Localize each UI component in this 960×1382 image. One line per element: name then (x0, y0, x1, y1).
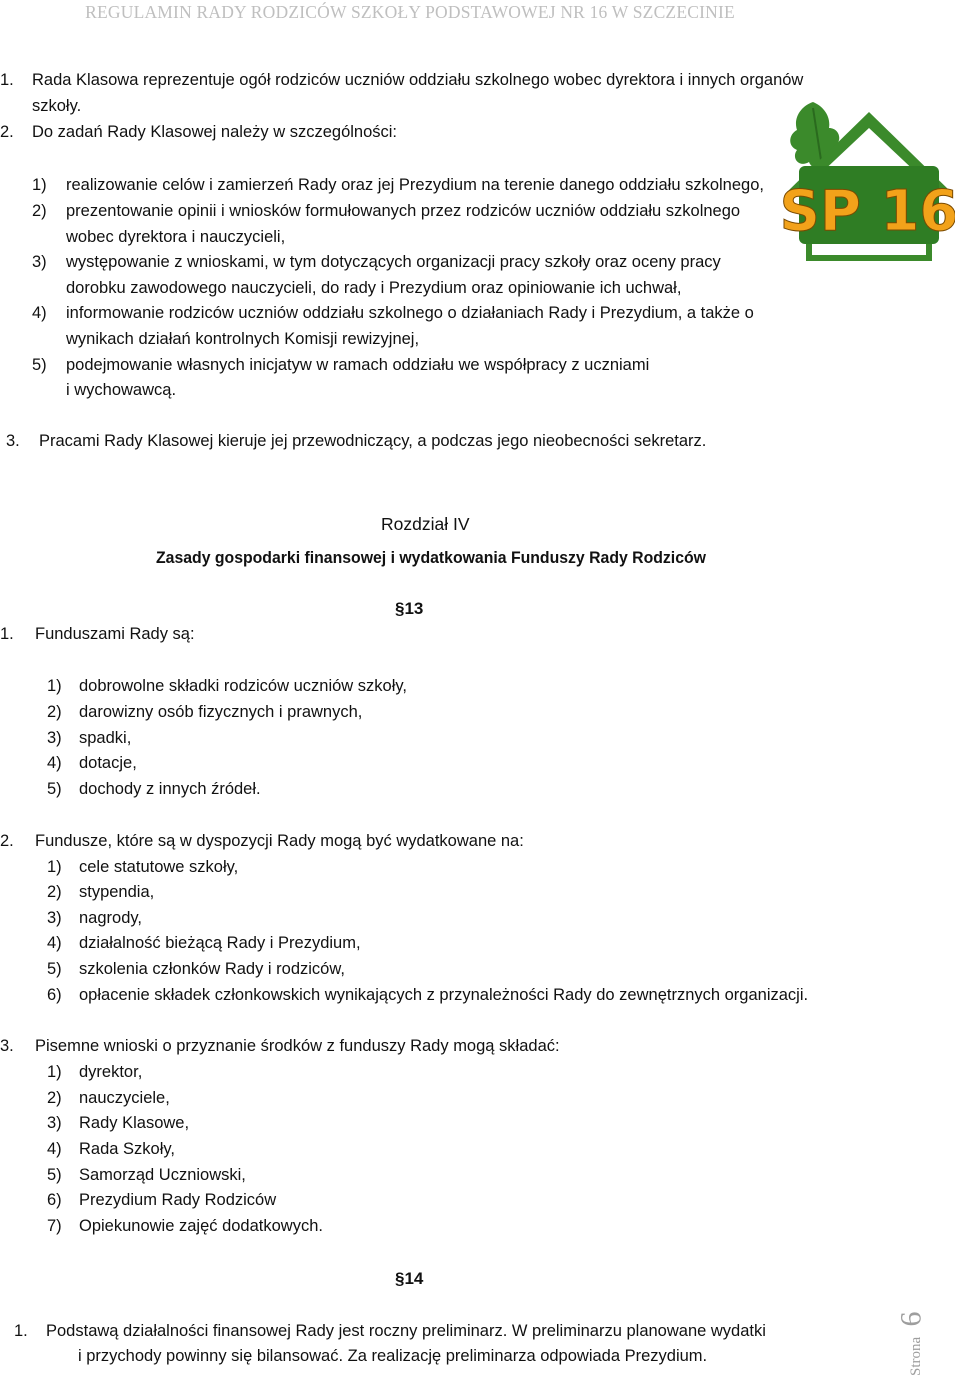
point-number: 1. (0, 625, 14, 643)
list-item-number: 6) (47, 1191, 62, 1209)
list-item-text: nagrody, (79, 909, 142, 927)
list-item-number: 2) (47, 1089, 62, 1107)
list-item-text: szkolenia członków Rady i rodziców, (79, 960, 345, 978)
list-item-text: Prezydium Rady Rodziców (79, 1191, 277, 1209)
list-item-text: cele statutowe szkoły, (79, 858, 239, 876)
point-number: 3. (6, 432, 20, 450)
paragraph-sign: §14 (395, 1269, 424, 1288)
point-text: Funduszami Rady są: (35, 625, 195, 643)
list-item-text: dochody z innych źródeł. (79, 780, 261, 798)
point-number: 1. (0, 71, 14, 89)
chapter-label: Rozdział IV (381, 514, 470, 534)
point-number: 2. (0, 123, 14, 141)
list-item-text: spadki, (79, 729, 132, 747)
list-item-number: 1) (32, 176, 47, 194)
point-number: 1. (14, 1322, 28, 1340)
page-number-label (894, 1311, 948, 1376)
logo-text: SP 16 (783, 179, 955, 244)
point-text: Do zadań Rady Klasowej należy w szczególności: (32, 123, 398, 141)
list-item-text-cont: dorobku zawodowego nauczycieli, do rady i Prezydium oraz opiniowanie ich uchwał, (66, 279, 682, 297)
list-item-number: 2) (32, 202, 47, 220)
point-number: 3. (0, 1037, 14, 1055)
list-item-text: nauczyciele, (79, 1089, 170, 1107)
list-item-text: Opiekunowie zajęć dodatkowych. (79, 1217, 323, 1235)
document-header: REGULAMIN RADY RODZICÓW SZKOŁY PODSTAWOWEJ NR 16 W SZCZECINIE (85, 2, 735, 22)
list-item-number: 5) (47, 1166, 62, 1184)
list-item-number: 4) (47, 934, 62, 952)
list-item-number: 3) (32, 253, 47, 271)
list-item-text: prezentowanie opinii i wniosków formułowanych przez rodziców uczniów oddziału szkolnego (66, 202, 741, 220)
list-item-number: 2) (47, 883, 62, 901)
page-label-text: Strona (908, 1336, 924, 1376)
point-number: 2. (0, 832, 14, 850)
point-text: Rada Klasowa reprezentuje ogół rodziców uczniów oddziału szkolnego wobec dyrektora i innych organów (32, 71, 804, 89)
list-item-text: Rada Szkoły, (79, 1140, 175, 1158)
point-text-cont: szkoły. (32, 97, 82, 115)
point-text: Pisemne wnioski o przyznanie środków z funduszy Rady mogą składać: (35, 1037, 560, 1055)
page-number: 6 (894, 1311, 928, 1327)
list-item-number: 1) (47, 858, 62, 876)
list-item-number: 3) (47, 729, 62, 747)
list-item-text-cont: wynikach działań kontrolnych Komisji rewizyjnej, (66, 330, 420, 348)
list-item-number: 3) (47, 1114, 62, 1132)
point-text: Podstawą działalności finansowej Rady jest roczny preliminarz. W preliminarzu planowane wydatki (46, 1322, 766, 1340)
list-item-text: opłacenie składek członkowskich wynikających z przynależności Rady do zewnętrznych organizacji. (79, 986, 809, 1004)
list-item-number: 3) (47, 909, 62, 927)
list-item-number: 4) (32, 304, 47, 322)
list-item-text: realizowanie celów i zamierzeń Rady oraz jej Prezydium na terenie danego oddziału szkolnego, (66, 176, 764, 194)
list-item-text: dotacje, (79, 754, 137, 772)
point-text: Fundusze, które są w dyspozycji Rady mogą być wydatkowane na: (35, 832, 524, 850)
list-item-number: 1) (47, 1063, 62, 1081)
paragraph-sign: §13 (395, 599, 424, 618)
point-text: Pracami Rady Klasowej kieruje jej przewodniczący, a podczas jego nieobecności sekretarz. (39, 432, 707, 450)
list-item-number: 5) (32, 356, 47, 374)
list-item-number: 4) (47, 1140, 62, 1158)
list-item-text: występowanie z wnioskami, w tym dotyczących organizacji pracy szkoły oraz oceny pracy (66, 253, 721, 271)
list-item-text: darowizny osób fizycznych i prawnych, (79, 703, 363, 721)
list-item-text: Samorząd Uczniowski, (79, 1166, 246, 1184)
list-item-text: podejmowanie własnych inicjatyw w ramach oddziału we współpracy z uczniami (66, 356, 650, 374)
list-item-number: 7) (47, 1217, 62, 1235)
list-item-number: 5) (47, 960, 62, 978)
list-item-text-cont: wobec dyrektora i nauczycieli, (66, 228, 286, 246)
sp16-logo-graphic (783, 100, 955, 262)
point-text-cont: i przychody powinny się bilansować. Za realizację preliminarza odpowiada Prezydium. (78, 1347, 708, 1365)
list-item-text: dyrektor, (79, 1063, 143, 1081)
list-item-number: 1) (47, 677, 62, 695)
list-item-number: 5) (47, 780, 62, 798)
school-logo (783, 100, 955, 262)
list-item-number: 4) (47, 754, 62, 772)
list-item-text: działalność bieżącą Rady i Prezydium, (79, 934, 361, 952)
list-item-text: stypendia, (79, 883, 155, 901)
list-item-text: Rady Klasowe, (79, 1114, 190, 1132)
list-item-number: 6) (47, 986, 62, 1004)
list-item-text-cont: i wychowawcą. (66, 381, 177, 399)
chapter-title: Zasady gospodarki finansowej i wydatkowania Funduszy Rady Rodziców (156, 548, 706, 567)
list-item-text: informowanie rodziców uczniów oddziału szkolnego o działaniach Rady i Prezydium, a także o (66, 304, 754, 322)
list-item-number: 2) (47, 703, 62, 721)
list-item-text: dobrowolne składki rodziców uczniów szkoły, (79, 677, 408, 695)
